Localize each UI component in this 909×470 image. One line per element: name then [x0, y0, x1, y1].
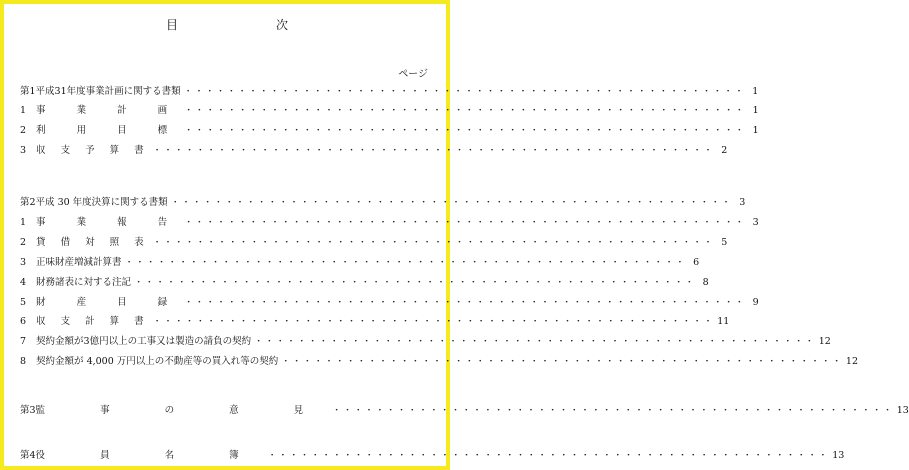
item-number: 2 — [20, 125, 27, 136]
page-number: 1 — [752, 86, 759, 97]
item-label: 収 支 予 算 書 — [36, 145, 150, 156]
page-column-header: ページ — [398, 69, 428, 80]
item-number: 1 — [20, 105, 27, 116]
page-number: 3 — [739, 197, 746, 208]
item-number: 5 — [20, 297, 27, 308]
item-label: 契約金額が3億円以上の工事又は製造の請負の契約 — [36, 336, 252, 347]
dot-leader: ・・・・・・・・・・・・・・・・・・・・・・・・・・・・・・・・・・・・・・・・・・・・・・・・・・・・ — [134, 278, 696, 288]
toc-title-char-2: 次 — [276, 18, 289, 32]
item-label: 事 業 計 画 — [36, 105, 182, 116]
page-number: 1 — [752, 125, 759, 136]
toc-title-char-1: 目 — [166, 18, 179, 32]
toc-item-2-3[interactable] — [20, 254, 700, 268]
item-label: 正味財産増減計算書 — [36, 257, 122, 268]
toc-item-1-2[interactable] — [20, 122, 759, 136]
section-number: 第3 — [20, 405, 36, 416]
dot-leader: ・・・・・・・・・・・・・・・・・・・・・・・・・・・・・・・・・・・・・・・・・・・・・・・・・・・・ — [183, 87, 746, 97]
toc-section-4[interactable] — [20, 447, 845, 461]
item-number: 7 — [20, 336, 27, 347]
page-number: 1 — [752, 105, 759, 116]
item-number: 3 — [20, 145, 27, 156]
dot-leader: ・・・・・・・・・・・・・・・・・・・・・・・・・・・・・・・・・・・・・・・・・・・・・・・・・・・・ — [184, 106, 746, 116]
section-label: 監 事 の 意 見 — [35, 405, 330, 416]
toc-item-1-1[interactable] — [20, 102, 759, 116]
section-label: 平成31年度事業計画に関する書類 — [35, 86, 181, 97]
item-label: 収 支 計 算 書 — [36, 316, 150, 327]
dot-leader: ・・・・・・・・・・・・・・・・・・・・・・・・・・・・・・・・・・・・・・・・・・・・・・・・・・・・ — [254, 337, 816, 347]
dot-leader: ・・・・・・・・・・・・・・・・・・・・・・・・・・・・・・・・・・・・・・・・・・・・・・・・・・・・ — [152, 238, 715, 248]
page-number: 6 — [693, 257, 700, 268]
page-number: 13 — [896, 405, 909, 416]
item-label: 貸 借 対 照 表 — [36, 237, 150, 248]
page-number: 11 — [717, 316, 730, 327]
item-number: 2 — [20, 237, 27, 248]
toc-item-2-8[interactable] — [20, 353, 858, 367]
section-label: 役 員 名 簿 — [35, 450, 265, 461]
dot-leader: ・・・・・・・・・・・・・・・・・・・・・・・・・・・・・・・・・・・・・・・・・・・・・・・・・・・・ — [184, 218, 746, 228]
section-label: 平成 30 年度決算に関する書類 — [35, 197, 168, 208]
page-number: 2 — [721, 145, 728, 156]
dot-leader: ・・・・・・・・・・・・・・・・・・・・・・・・・・・・・・・・・・・・・・・・・・・・・・・・・・・・ — [281, 357, 843, 367]
section-number: 第2 — [20, 197, 36, 208]
item-number: 1 — [20, 217, 27, 228]
item-label: 財務諸表に対する注記 — [36, 277, 132, 288]
section-number: 第1 — [20, 86, 36, 97]
dot-leader: ・・・・・・・・・・・・・・・・・・・・・・・・・・・・・・・・・・・・・・・・・・・・・・・・・・・・ — [184, 126, 746, 136]
section-number: 第4 — [20, 450, 36, 461]
item-number: 8 — [20, 356, 27, 367]
dot-leader: ・・・・・・・・・・・・・・・・・・・・・・・・・・・・・・・・・・・・・・・・・・・・・・・・・・・・ — [152, 317, 715, 327]
dot-leader: ・・・・・・・・・・・・・・・・・・・・・・・・・・・・・・・・・・・・・・・・・・・・・・・・・・・・ — [170, 198, 733, 208]
dot-leader: ・・・・・・・・・・・・・・・・・・・・・・・・・・・・・・・・・・・・・・・・・・・・・・・・・・・・ — [152, 146, 715, 156]
toc-item-2-4[interactable] — [20, 274, 709, 288]
toc-item-1-3[interactable] — [20, 142, 728, 156]
toc-item-2-5[interactable] — [20, 294, 759, 308]
toc-section-3[interactable] — [20, 402, 909, 416]
page-number: 5 — [721, 237, 728, 248]
item-label: 契約金額が 4,000 万円以上の不動産等の買入れ等の契約 — [36, 356, 279, 367]
toc-section-1[interactable] — [20, 83, 759, 97]
toc-item-2-1[interactable] — [20, 214, 759, 228]
toc-section-2[interactable] — [20, 194, 746, 208]
page-number: 13 — [832, 450, 845, 461]
toc-item-2-2[interactable] — [20, 234, 728, 248]
page-number: 9 — [752, 297, 759, 308]
dot-leader: ・・・・・・・・・・・・・・・・・・・・・・・・・・・・・・・・・・・・・・・・・・・・・・・・・・・・ — [332, 406, 894, 416]
page-number: 8 — [702, 277, 709, 288]
item-number: 3 — [20, 257, 27, 268]
item-label: 利 用 目 標 — [36, 125, 182, 136]
item-number: 6 — [20, 316, 27, 327]
dot-leader: ・・・・・・・・・・・・・・・・・・・・・・・・・・・・・・・・・・・・・・・・・・・・・・・・・・・・ — [124, 258, 687, 268]
page-number: 12 — [845, 356, 858, 367]
item-label: 財 産 目 録 — [36, 297, 182, 308]
item-label: 事 業 報 告 — [36, 217, 182, 228]
dot-leader: ・・・・・・・・・・・・・・・・・・・・・・・・・・・・・・・・・・・・・・・・・・・・・・・・・・・・ — [267, 451, 830, 461]
toc-item-2-7[interactable] — [20, 333, 831, 347]
item-number: 4 — [20, 277, 27, 288]
dot-leader: ・・・・・・・・・・・・・・・・・・・・・・・・・・・・・・・・・・・・・・・・・・・・・・・・・・・・ — [184, 298, 746, 308]
page-number: 3 — [752, 217, 759, 228]
toc-item-2-6[interactable] — [20, 313, 730, 327]
page-number: 12 — [818, 336, 831, 347]
